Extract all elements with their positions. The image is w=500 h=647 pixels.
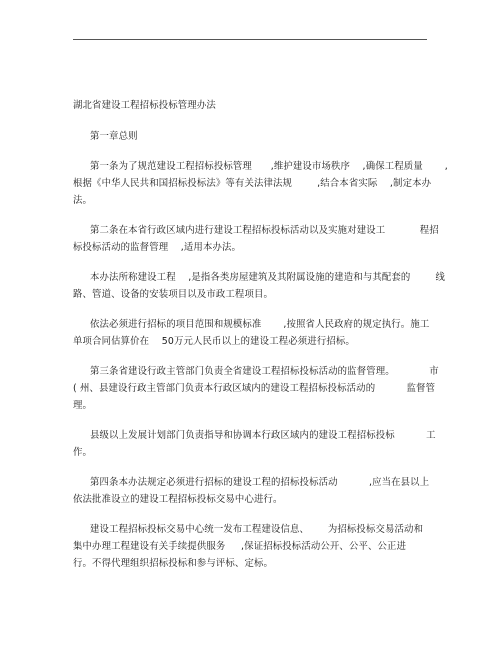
paragraph-line: 第二条在本省行政区域内进行建设工程招标投标活动以及实施对建设工 程招	[90, 225, 439, 236]
paragraph-line: 根据《中华人民共和国招标投标法》等有关法律法规 ,结合本省实际 ,制定本办	[73, 178, 432, 189]
paragraph-line: 路、管道、设备的安装项目以及市政工程项目。	[73, 289, 274, 300]
paragraph-line: 依法必须进行招标的项目范围和规模标准 ,按照省人民政府的规定执行。施工	[90, 319, 430, 330]
document-title: 湖北省建设工程招标投标管理办法	[73, 100, 216, 111]
paragraph-line: 单项合同估算价在 50万元人民币以上的建设工程必须进行招标。	[73, 336, 355, 347]
paragraph-line: 集中办理工程建设有关手续提供服务 ,保证招标投标活动公开、公平、公正进	[73, 541, 407, 552]
paragraph-line: 理。	[73, 400, 93, 411]
chapter-heading: 第一章总则	[90, 131, 138, 142]
header-rule	[73, 39, 427, 40]
paragraph-line: 标投标活动的监督管理 ,适用本办法。	[73, 242, 242, 253]
paragraph-line: 作。	[73, 447, 93, 458]
paragraph-line: 第四条本办法规定必须进行招标的建设工程的招标投标活动 ,应当在县以上	[90, 477, 430, 488]
paragraph-line: 第三条省建设行政主管部门负责全省建设工程招标投标活动的监督管理。 市	[90, 366, 439, 377]
paragraph-line: 建设工程招标投标交易中心统一发布工程建设信息、 为招标投标交易活动和	[90, 524, 424, 535]
paragraph-line: 依法批准设立的建设工程招标投标交易中心进行。	[73, 494, 283, 505]
paragraph-line: 法。	[73, 195, 93, 206]
paragraph-line: 本办法所称建设工程 ,是指各类房屋建筑及其附属设施的建造和与其配套的 线	[90, 272, 446, 283]
paragraph-line: 行。不得代理组织招标投标和参与评标、定标。	[73, 558, 274, 569]
paragraph-line: 县级以上发展计划部门负责指导和协调本行政区域内的建设工程招标投标 工	[90, 430, 436, 441]
paragraph-line: ( 州、县建设行政主管部门负责本行政区域内的建设工程招标投标活动的 监督管	[73, 383, 436, 394]
paragraph-line: 第一条为了规范建设工程招标投标管理 ,维护建设市场秩序 ,确保工程质量 ,	[90, 161, 448, 172]
